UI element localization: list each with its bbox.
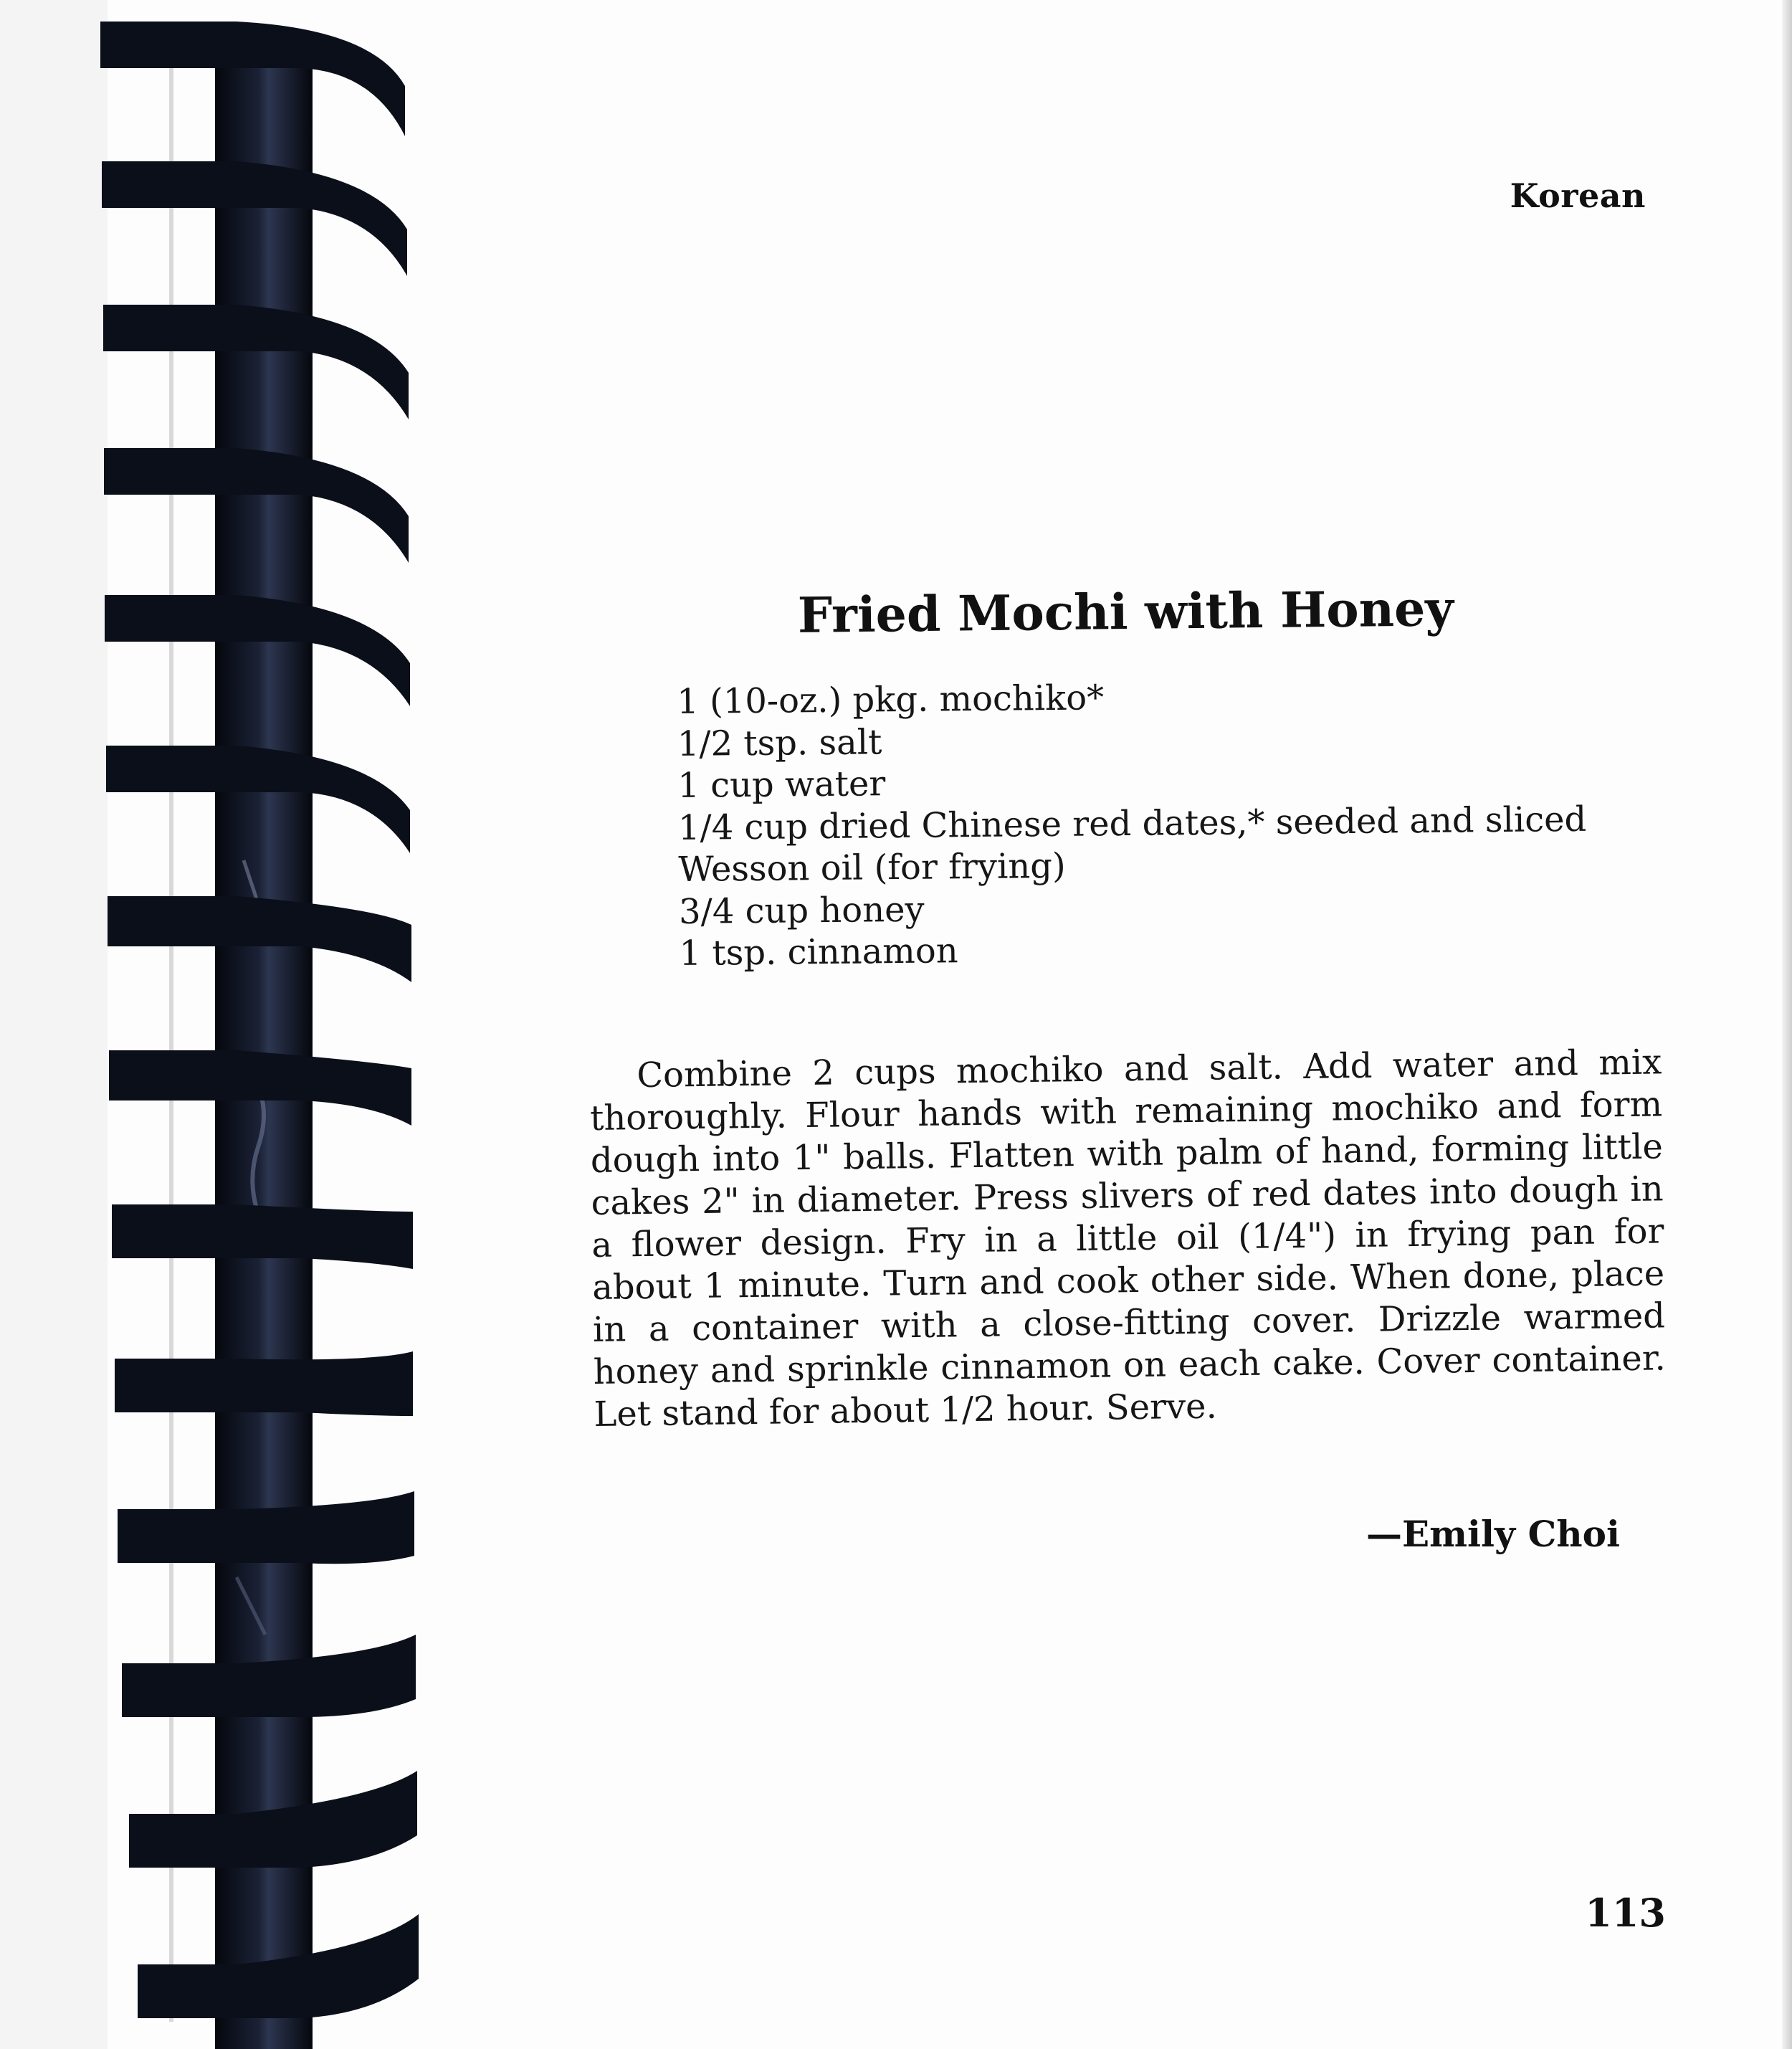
- ingredient-item: 1/2 tsp. salt: [677, 721, 882, 764]
- ingredient-item: 3/4 cup honey: [678, 889, 925, 932]
- ingredient-item: 1 cup water: [677, 764, 886, 806]
- recipe-contributor: —Emily Choi: [1366, 1513, 1620, 1555]
- ingredient-item: 1/4 cup dried Chinese red dates,* seeded and sliced: [677, 799, 1587, 848]
- spiral-binding: [0, 0, 430, 2049]
- ingredient-item: 1 tsp. cinnamon: [679, 931, 958, 974]
- page-edge: [1782, 0, 1792, 2049]
- recipe-title: Fried Mochi with Honey: [797, 580, 1454, 645]
- recipe-directions: Combine 2 cups mochiko and salt. Add water and mix thoroughly. Flour hands with remaining mochiko and form dough into 1" balls. Flatten with palm of hand, forming little cakes 2" in diameter. Press slivers of red dates into dough in a flower design. Fry in a little oil (1/4") in frying pan for about 1 minute. Turn and cook other side. When done, place in a container with a close-fitting cover. Drizzle warmed honey and sprinkle cinnamon on each cake. Cover container. Let stand for about 1/2 hour. Serve.: [589, 1042, 1667, 1435]
- ingredient-item: 1 (10-oz.) pkg. mochiko*: [677, 678, 1105, 722]
- section-label: Korean: [1510, 176, 1646, 215]
- page-number: 113: [1585, 1890, 1666, 1936]
- ingredient-item: Wesson oil (for frying): [678, 845, 1066, 890]
- ingredient-list: [677, 672, 1604, 975]
